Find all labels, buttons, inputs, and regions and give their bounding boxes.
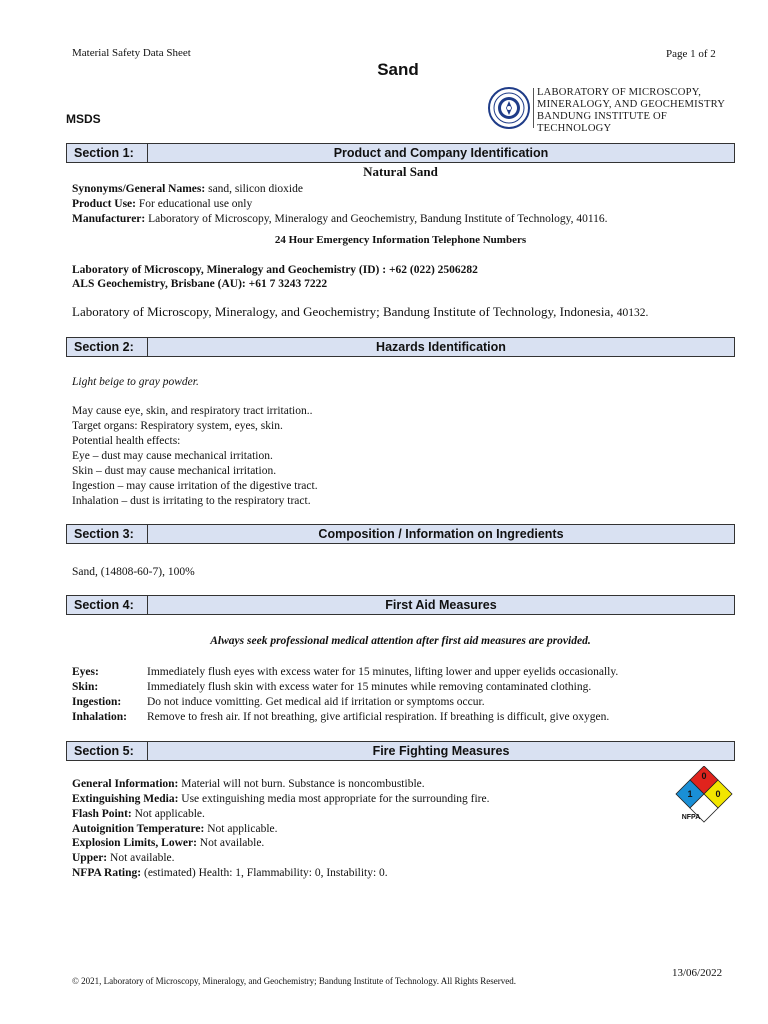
section-label: Section 2: <box>67 338 148 356</box>
section-label: Section 5: <box>67 742 148 760</box>
hazard-line: Target organs: Respiratory system, eyes, skin. <box>72 420 283 432</box>
fire-info-line: Upper: Not available. <box>72 852 175 864</box>
synonyms-line: Synonyms/General Names: sand, silicon dioxide <box>72 183 303 195</box>
nfpa-diamond-icon <box>674 766 734 826</box>
fire-info-line: Flash Point: Not applicable. <box>72 808 205 820</box>
hazard-line: Potential health effects: <box>72 435 181 447</box>
section-3-header <box>66 524 735 544</box>
first-aid-text: Remove to fresh air. If not breathing, give artificial respiration. If breathing is difficult, give oxygen. <box>147 711 610 723</box>
fire-info-line: Explosion Limits, Lower: Not available. <box>72 837 265 849</box>
first-aid-text: Immediately flush skin with excess water for 15 minutes while removing contaminated clothing. <box>147 681 592 693</box>
msds-label: MSDS <box>66 112 101 126</box>
emergency-phone-1: Laboratory of Microscopy, Mineralogy and Geochemistry (ID) : +62 (022) 2506282 <box>72 264 478 276</box>
hazard-line: May cause eye, skin, and respiratory tract irritation.. <box>72 405 313 417</box>
hazard-line: Ingestion – may cause irritation of the digestive tract. <box>72 480 318 492</box>
product-subtitle: Natural Sand <box>363 164 438 179</box>
product-use-line: Product Use: For educational use only <box>72 198 253 210</box>
hazard-line: Eye – dust may cause mechanical irritation. <box>72 450 273 462</box>
nfpa-label: NFPA <box>681 814 701 821</box>
section-4-header <box>66 595 735 615</box>
section-title: Composition / Information on Ingredients <box>148 525 734 543</box>
logo-line-3: BANDUNG INSTITUTE OF TECHNOLOGY <box>537 111 667 134</box>
section-title: Hazards Identification <box>148 338 734 356</box>
logo-divider <box>533 88 534 128</box>
first-aid-label: Eyes: <box>72 666 99 678</box>
appearance-text: Light beige to gray powder. <box>72 376 199 388</box>
section-label: Section 1: <box>67 144 148 162</box>
nfpa-health-value: 1 <box>687 789 693 799</box>
section-label: Section 4: <box>67 596 148 614</box>
institution-logo <box>487 86 737 134</box>
fire-info-line: NFPA Rating: (estimated) Health: 1, Flammability: 0, Instability: 0. <box>72 867 388 879</box>
nfpa-flammability-value: 0 <box>701 771 707 781</box>
first-aid-text: Do not induce vomitting. Get medical aid if irritation or symptoms occur. <box>147 696 485 708</box>
nfpa-instability-value: 0 <box>715 789 721 799</box>
hazard-line: Inhalation – dust is irritating to the respiratory tract. <box>72 495 311 507</box>
emergency-phone-2: ALS Geochemistry, Brisbane (AU): +61 7 3243 7222 <box>72 278 328 290</box>
document-date: 13/06/2022 <box>672 967 723 979</box>
emergency-heading: 24 Hour Emergency Information Telephone Numbers <box>274 234 527 246</box>
section-title: Fire Fighting Measures <box>148 742 734 760</box>
document-type: Material Safety Data Sheet <box>72 47 191 59</box>
logo-line-1: LABORATORY OF MICROSCOPY, <box>537 87 702 98</box>
fire-info-line: Autoignition Temperature: Not applicable. <box>72 823 278 835</box>
seal-icon <box>487 86 531 130</box>
document-title: Sand <box>377 60 419 79</box>
first-aid-notice: Always seek professional medical attention after first aid measures are provided. <box>210 635 591 647</box>
fire-info-line: Extinguishing Media: Use extinguishing media most appropriate for the surrounding fire. <box>72 793 490 805</box>
hazard-line: Skin – dust may cause mechanical irritation. <box>72 465 277 477</box>
composition-text: Sand, (14808-60-7), 100% <box>72 566 195 578</box>
section-2-header <box>66 337 735 357</box>
section-title: First Aid Measures <box>148 596 734 614</box>
manufacturer-line: Manufacturer: Laboratory of Microscopy, Mineralogy and Geochemistry, Bandung Institute of Technology, 40116. <box>72 213 608 225</box>
first-aid-label: Skin: <box>72 681 99 693</box>
section-5-header <box>66 741 735 761</box>
logo-line-2: MINERALOGY, AND GEOCHEMISTRY <box>537 99 726 110</box>
first-aid-label: Ingestion: <box>72 696 122 708</box>
first-aid-label: Inhalation: <box>72 711 127 723</box>
section-label: Section 3: <box>67 525 148 543</box>
page-number: Page 1 of 2 <box>666 48 716 60</box>
section-1-header <box>66 143 735 163</box>
fire-info-line: General Information: Material will not burn. Substance is noncombustible. <box>72 778 425 790</box>
company-address: Laboratory of Microscopy, Mineralogy, and Geochemistry; Bandung Institute of Technology, Indonesia, 40132. <box>72 304 649 319</box>
first-aid-text: Immediately flush eyes with excess water for 15 minutes, lifting lower and upper eyelids occasionally. <box>147 666 619 678</box>
copyright-footer: © 2021, Laboratory of Microscopy, Mineralogy, and Geochemistry; Bandung Institute of Technology. All Rights Reserved. <box>72 976 516 986</box>
section-title: Product and Company Identification <box>148 144 734 162</box>
